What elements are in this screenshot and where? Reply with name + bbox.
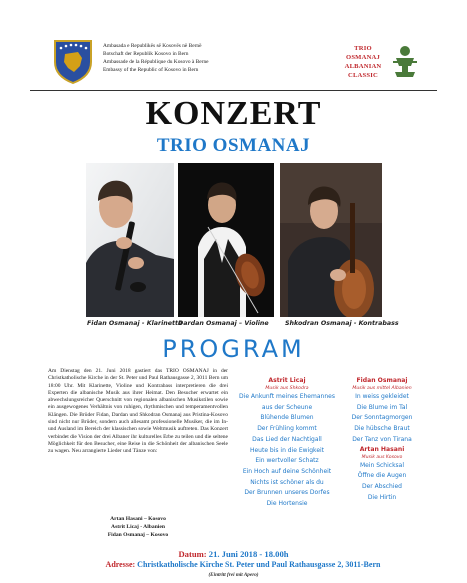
program-heading: PROGRAM	[162, 335, 305, 363]
program-item: Nichts ist schöner als du	[250, 478, 324, 486]
music-origin: Musik aus Shkodra	[265, 386, 309, 391]
badge-line-4: CLASSIC	[348, 72, 378, 79]
program-item: Die Blume im Tal	[356, 403, 408, 411]
trio-osmanaj-badge	[334, 44, 392, 80]
embassy-line-fr: Ambassade de la République du Kosovo à Berne	[103, 59, 209, 65]
program-item: Mein Schicksal	[359, 461, 405, 469]
photo-caption-dardan: Dardan Osmanaj – Violine	[178, 320, 269, 327]
embassy-line-de: Botschaft der Republik Kosovo in Bern	[103, 51, 189, 57]
trio-logo-icon	[392, 44, 418, 78]
header-divider	[30, 90, 437, 91]
program-item: In weiss gekleidet	[355, 393, 409, 400]
page-subtitle: TRIO OSMANAJ	[156, 135, 311, 156]
address-label: Adresse:	[105, 560, 136, 569]
badge-line-3: ALBANIAN	[344, 63, 382, 70]
date-value: 21. Juni 2018 - 18.00h	[208, 549, 289, 559]
program-item: Heute bis in die Ewigkeit	[249, 446, 325, 454]
kosovo-emblem-icon	[52, 38, 94, 84]
program-column-licaj	[236, 377, 338, 510]
program-item: Ein wertvoller Schatz	[255, 457, 319, 465]
photo-shkodran	[280, 163, 382, 317]
concert-address	[48, 560, 438, 569]
program-column-osmanaj-hasani	[340, 377, 424, 503]
music-origin: Musik aus mittel Albanien	[352, 386, 412, 391]
photo-dardan	[178, 163, 274, 317]
composer-entry: Astrit Licaj - Albanien	[111, 524, 165, 530]
embassy-line-en: Embassy of the Republic of Kosovo in Bern	[103, 67, 199, 73]
photo-caption-fidan: Fidan Osmanaj - Klarinette	[87, 320, 183, 327]
program-item: Ein Hoch auf deine Schönheit	[242, 467, 332, 475]
program-item: Das Lied der Nachtigall	[252, 435, 322, 443]
composer-heading: Artan Hasani	[359, 445, 405, 453]
program-item: Der Sonntagmorgen	[351, 414, 413, 422]
program-item: Die Hortensie	[266, 500, 308, 508]
program-item: Der Frühling kommt	[257, 425, 317, 433]
admission-note: (Eintritt frei mit Apero)	[208, 572, 259, 578]
composer-heading: Astrit Licaj	[268, 377, 306, 384]
concert-date	[0, 549, 467, 559]
header	[0, 0, 467, 90]
page-title: KONZERT	[145, 95, 322, 132]
music-origin: Musik aus Kosovo	[361, 454, 403, 460]
date-label: Datum:	[178, 549, 207, 559]
embassy-line-sq: Ambasada e Republikës së Kosovës në Bernë	[103, 43, 202, 49]
embassy-name-block	[103, 42, 209, 74]
composers-list	[48, 515, 228, 539]
program-item: Blühende Blumen	[260, 414, 314, 422]
program-item: Der Abschied	[362, 482, 402, 490]
program-item: Die hübsche Braut	[354, 425, 410, 433]
photo-caption-shkodran: Shkodran Osmanaj - Kontrabass	[285, 320, 399, 327]
program-item: Öffne die Augen	[357, 472, 407, 480]
address-value: Christkatholische Kirche St. Peter und Paul Rathausgasse 2, 3011-Bern	[137, 560, 381, 569]
program-item: aus der Scheune	[261, 403, 313, 411]
program-item: Der Brunnen unseres Dorfes	[244, 489, 330, 497]
badge-line-2: OSMANAJ	[345, 54, 380, 61]
program-item: Die Hirtin	[367, 493, 397, 501]
concert-description: Am Dienstag den 21. Juni 2018 gastiert das TRIO OSMANAJ in der Christkatholische Kirche in der St. Peter und Paul Rathausgasse 2, 3011 Bern um 18:00 Uhr. Mit Klarinette, Violine und Kontrabass interpretieren die drei Experten die albanische Musik aus ihrer Heimat. Den Besucher erwartet ein abwechslungsreicher Querschnitt von regionalen albanischen Musikstilen sowie ein ausgewogenes Verhältnis von ruhigen, rhythmischen und temperamentvollen Klängen. Die Brüder Fidan, Dardan und Shkodran Osmanaj aus Pristina-Kosovo sind nicht nur Brüder, sondern auch allesamt professionelle Musiker, die im In- und Ausland im Bereich der klassischen sowie Weltmusik auftreten. Das Konzert verbindet die Vision der drei Albaner ihr kulturelles Erbe zu teilen und die seltene Möglichkeit für den Besucher, eine Reise in die Schönheit der albanischen Seele zu wagen. Neu arrangierte Lieder und Tänze von:	[48, 368, 228, 455]
photo-fidan	[86, 163, 174, 317]
program-item: Der Tanz von Tirana	[352, 435, 412, 443]
composer-entry: Artan Hasani – Kosovo	[110, 516, 166, 522]
program-item: Die Ankunft meines Ehemannes	[239, 393, 335, 400]
badge-line-1: TRIO	[354, 45, 372, 52]
composer-heading: Fidan Osmanaj	[356, 377, 408, 384]
composer-entry: Fidan Osmanaj – Kosovo	[107, 532, 169, 538]
